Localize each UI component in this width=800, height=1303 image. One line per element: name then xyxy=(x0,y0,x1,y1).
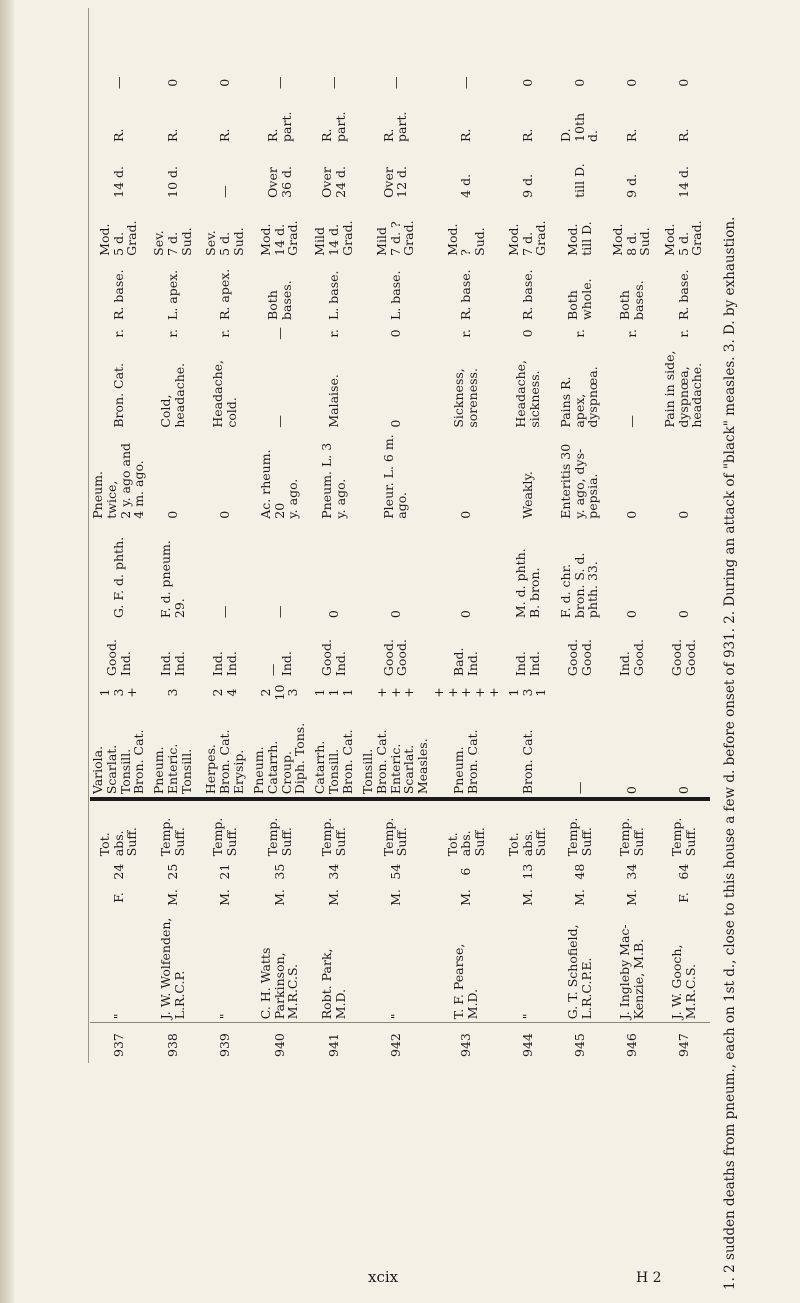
cell-severity-onset: Mild 7 d. ? Grad. xyxy=(373,220,417,256)
cell-duration: 9 d. xyxy=(623,173,639,198)
cell-result: R. xyxy=(458,128,474,142)
cell-lesion-location: L. apex. xyxy=(165,269,181,320)
cell-result: R. xyxy=(623,128,639,142)
cell-patient-sex: M. xyxy=(519,889,535,906)
case-table-body xyxy=(90,62,710,1060)
cell-treatment: Temp. Suff. xyxy=(199,799,251,859)
cell-personal-history: 0 xyxy=(217,510,233,519)
cell-lesion-location: R. base. xyxy=(110,269,126,320)
cell-last-column: — xyxy=(271,76,287,90)
cell-side: 0 xyxy=(519,329,535,338)
cell-duration: 9 d. xyxy=(519,173,535,198)
cell-side: r. xyxy=(675,329,691,338)
cell-row-number: 939 xyxy=(199,1023,251,1060)
cell-duration: Over 12 d. xyxy=(380,165,410,198)
cell-last-column: — xyxy=(387,76,403,90)
table-row xyxy=(147,62,199,1060)
cell-treatment: Temp. Suff. xyxy=(554,799,606,859)
cell-patient-age: 54 xyxy=(387,863,403,880)
cell-patient-sex: F. xyxy=(110,892,126,903)
cell-last-column: — xyxy=(458,76,474,90)
signature-mark: H 2 xyxy=(636,1270,662,1286)
cell-side: — xyxy=(271,327,287,340)
cell-row-number: 942 xyxy=(360,1023,431,1060)
cell-lesion-location: Both bases. xyxy=(616,280,646,320)
cell-severity-onset: Mod. 14 d. Grad. xyxy=(257,220,301,256)
cell-previous-illnesses: Pneum. Enteric. Tonsill. xyxy=(151,743,194,795)
cell-treatment: Temp. Suff. xyxy=(147,799,199,859)
cell-severity-onset: Mod. 5 d. Grad. xyxy=(96,220,140,256)
cell-duration: 10 d. xyxy=(165,165,181,198)
table-row xyxy=(431,62,502,1060)
cell-previous-illnesses: Pneum. Bron. Cat. xyxy=(451,729,481,795)
cell-side: r. xyxy=(623,329,639,338)
cell-result: R. part. xyxy=(264,111,294,142)
cell-side: r. xyxy=(165,329,181,338)
cell-patient-sex: M. xyxy=(623,889,639,906)
cell-practitioner-name: T. F. Pearse, M.D. xyxy=(451,943,481,1020)
cell-severity-onset: Mild 14 d. Grad. xyxy=(312,220,355,256)
cell-habits-surroundings: Good. Good. xyxy=(668,639,698,677)
table-row xyxy=(360,62,431,1060)
table-row xyxy=(308,62,360,1060)
cell-habits-surroundings: Good. Good. xyxy=(564,639,594,677)
cell-patient-age: 6 xyxy=(458,867,474,876)
cell-previous-count xyxy=(554,679,606,706)
cell-previous-illnesses: Pneum. Catarrh. Croup. Diph. Tons. xyxy=(251,722,308,795)
cell-patient-sex: F. xyxy=(675,892,691,903)
cell-habits-surroundings: Ind. Good. xyxy=(616,639,646,677)
cell-patient-age: 48 xyxy=(571,863,587,880)
cell-family-history: — xyxy=(271,605,287,619)
cell-previous-count: + + + xyxy=(373,687,417,698)
cell-practitioner-name: G. T. Schofield, L.R.C.P.E. xyxy=(564,924,594,1020)
cell-row-number: 937 xyxy=(90,1023,147,1060)
cell-previous-count: 2 10 3 xyxy=(257,684,301,701)
cell-family-history: G. F. d. phth. xyxy=(110,536,126,619)
cell-row-number: 943 xyxy=(431,1023,502,1060)
cell-first-symptoms: Pain in side, dyspnœa, headache. xyxy=(661,350,705,428)
cell-previous-illnesses: 0 xyxy=(623,786,639,795)
cell-habits-surroundings: Good. Ind. xyxy=(103,639,133,677)
cell-row-number: 944 xyxy=(502,1023,554,1060)
cell-lesion-location: Both bases. xyxy=(264,280,294,320)
cell-patient-sex: M. xyxy=(271,889,287,906)
cell-patient-sex: M. xyxy=(571,889,587,906)
cell-personal-history: Weakly. xyxy=(519,471,535,519)
cell-personal-history: 0 xyxy=(623,510,639,519)
cell-previous-count: 1 3 1 xyxy=(505,688,549,697)
cell-treatment: Temp. Suff. xyxy=(308,799,360,859)
cell-side: r. xyxy=(217,329,233,338)
cell-last-column: 0 xyxy=(165,78,181,87)
cell-previous-illnesses: Herpes. Bron. Cat. Erysip. xyxy=(203,729,246,795)
table-row xyxy=(90,62,147,1060)
cell-first-symptoms: Pains R. apex, dyspnœa. xyxy=(557,366,601,428)
cell-last-column: 0 xyxy=(217,78,233,87)
cell-family-history: 0 xyxy=(675,610,691,619)
cell-personal-history: Ac. rheum. 20 y. ago. xyxy=(257,449,301,519)
cell-last-column: 0 xyxy=(571,78,587,87)
cell-previous-count: 1 1 1 xyxy=(312,688,355,697)
cell-severity-onset: Sev. 5 d. Sud. xyxy=(203,227,246,256)
cell-duration: 14 d. xyxy=(110,165,126,198)
cell-previous-illnesses: Catarrh. Tonsill. Bron. Cat. xyxy=(312,729,355,795)
cell-patient-sex: M. xyxy=(217,889,233,906)
cell-treatment: Tot. abs. Suff. xyxy=(431,799,502,859)
cell-practitioner-name: " xyxy=(519,1013,535,1020)
cell-last-column: — xyxy=(110,76,126,90)
cell-treatment: Temp. Suff. xyxy=(658,799,710,859)
cell-practitioner-name: J. Ingleby Mac- Kenzie, M.B. xyxy=(616,924,646,1020)
cell-family-history: F. d. pneum. 29. xyxy=(158,540,187,619)
case-table xyxy=(90,60,710,1060)
cell-result: R. xyxy=(165,128,181,142)
cell-habits-surroundings: Ind. Ind. xyxy=(512,651,542,677)
cell-previous-illnesses: Variola. Scarlat. Tonsill. Bron. Cat. xyxy=(90,729,147,795)
cell-previous-count: 3 xyxy=(165,688,181,697)
cell-practitioner-name: " xyxy=(217,1013,233,1020)
cell-last-column: 0 xyxy=(675,78,691,87)
cell-duration: 14 d. xyxy=(675,165,691,198)
table-row xyxy=(658,62,710,1060)
cell-family-history: 0 xyxy=(458,610,474,619)
cell-treatment: Tot. abs. Suff. xyxy=(90,799,147,859)
cell-practitioner-name: J. W. Wolfenden, L.R.C.P. xyxy=(158,917,187,1020)
cell-patient-sex: M. xyxy=(387,889,403,906)
cell-habits-surroundings: Bad. Ind. xyxy=(451,647,481,677)
cell-last-column: 0 xyxy=(623,78,639,87)
cell-first-symptoms: — xyxy=(271,415,287,428)
cell-lesion-location: L. base. xyxy=(326,270,342,320)
cell-patient-sex: M. xyxy=(326,889,342,906)
cell-personal-history: 0 xyxy=(165,510,181,519)
cell-lesion-location: Both whole. xyxy=(564,278,594,320)
cell-severity-onset: Mod. 7 d. Grad. xyxy=(505,220,549,256)
cell-previous-count xyxy=(658,679,710,706)
page-number: xcix xyxy=(368,1268,399,1286)
cell-side: r. xyxy=(571,329,587,338)
cell-treatment: Tot. abs. Suff. xyxy=(502,799,554,859)
cell-severity-onset: Mod. 5 d. Grad. xyxy=(661,220,705,256)
cell-previous-illnesses: Bron. Cat. xyxy=(519,729,535,795)
cell-row-number: 938 xyxy=(147,1023,199,1060)
cell-personal-history: Enteritis 30 y. ago, dys- pepsia. xyxy=(557,443,601,519)
cell-habits-surroundings: Ind. Ind. xyxy=(210,651,239,677)
cell-practitioner-name: " xyxy=(110,1013,126,1020)
cell-duration: Over 24 d. xyxy=(319,165,348,198)
cell-duration: Over 36 d. xyxy=(264,165,294,198)
cell-lesion-location: L. base. xyxy=(387,270,403,320)
cell-duration: till D. xyxy=(571,163,587,198)
cell-previous-count: 1 3 + xyxy=(96,687,140,698)
cell-habits-surroundings: Good. Ind. xyxy=(319,639,348,677)
footnote: 1. 2 sudden deaths from pneum., each on 1st d., close to this house a few d. before onset of 931. 2. During an attack of "black" measles. 3. D. by exhaustion. xyxy=(722,216,738,1290)
cell-row-number: 945 xyxy=(554,1023,606,1060)
cell-first-symptoms: — xyxy=(623,415,639,428)
cell-lesion-location: R. base. xyxy=(519,269,535,320)
cell-first-symptoms: Sickness, soreness. xyxy=(451,368,481,428)
cell-family-history: M. d. phth. B. bron. xyxy=(512,548,542,619)
cell-patient-age: 64 xyxy=(675,863,691,880)
cell-personal-history: Pneum. L. 3 y. ago. xyxy=(319,442,348,519)
cell-severity-onset: Sev. 7 d. Sud. xyxy=(151,227,194,256)
cell-patient-sex: M. xyxy=(458,889,474,906)
cell-habits-surroundings: — Ind. xyxy=(264,651,294,677)
table-row xyxy=(606,62,658,1060)
cell-severity-onset: Mod. till D. xyxy=(564,221,594,256)
cell-personal-history: Pleur. L. 6 m. ago. xyxy=(380,434,410,519)
cell-family-history: F. d. chr. bron. S. d. phth. 33. xyxy=(557,552,601,619)
cell-lesion-location: R. apex. xyxy=(217,268,233,320)
cell-patient-age: 25 xyxy=(165,863,181,880)
cell-first-symptoms: Headache, sickness. xyxy=(512,360,542,428)
cell-severity-onset: Mod. ? Sud. xyxy=(444,223,487,256)
cell-family-history: 0 xyxy=(387,610,403,619)
cell-previous-illnesses: Tonsill. Bron. Cat. Enteric. Scarlat. Measles. xyxy=(360,729,430,795)
cell-practitioner-name: C. H. Watts Parkinson, M.R.C.S. xyxy=(257,947,301,1020)
cell-personal-history: 0 xyxy=(458,510,474,519)
cell-row-number: 940 xyxy=(251,1023,308,1060)
cell-first-symptoms: Malaise. xyxy=(326,374,342,428)
cell-first-symptoms: Bron. Cat. xyxy=(110,362,126,428)
page-edge xyxy=(0,0,14,1303)
cell-patient-age: 24 xyxy=(110,863,126,880)
cell-first-symptoms: Headache, cold. xyxy=(210,360,239,428)
cell-patient-sex: M. xyxy=(165,889,181,906)
cell-side: r. xyxy=(458,329,474,338)
cell-side: 0 xyxy=(387,329,403,338)
cell-first-symptoms: Cold, headache. xyxy=(158,362,187,428)
cell-result: R. part. xyxy=(319,111,348,142)
table-row xyxy=(251,62,308,1060)
cell-result: R. xyxy=(519,128,535,142)
cell-patient-age: 13 xyxy=(519,863,535,880)
cell-habits-surroundings: Ind. Ind. xyxy=(158,651,187,677)
cell-result: R. xyxy=(217,128,233,142)
cell-duration: 4 d. xyxy=(458,173,474,198)
cell-patient-age: 34 xyxy=(623,863,639,880)
table-row xyxy=(554,62,606,1060)
cell-treatment: Temp. Suff. xyxy=(606,799,658,859)
cell-result: D. 10th d. xyxy=(557,112,601,142)
table-row xyxy=(502,62,554,1060)
cell-duration: — xyxy=(217,185,233,198)
cell-habits-surroundings: Good. Good. xyxy=(380,639,410,677)
cell-result: R. xyxy=(675,128,691,142)
cell-previous-illnesses: — xyxy=(571,781,587,795)
cell-family-history: 0 xyxy=(623,610,639,619)
cell-row-number: 947 xyxy=(658,1023,710,1060)
cell-last-column: 0 xyxy=(519,78,535,87)
left-rule xyxy=(88,8,89,1063)
cell-row-number: 941 xyxy=(308,1023,360,1060)
cell-row-number: 946 xyxy=(606,1023,658,1060)
cell-severity-onset: Mod. 8 d. Sud. xyxy=(609,223,653,256)
cell-personal-history: 0 xyxy=(675,510,691,519)
cell-family-history: — xyxy=(217,605,233,619)
cell-treatment: Temp. Suff. xyxy=(360,799,431,859)
cell-lesion-location: R. base. xyxy=(675,269,691,320)
cell-practitioner-name: " xyxy=(387,1013,403,1020)
cell-personal-history: Pneum. twice, 2 y. ago and 4 m. ago. xyxy=(90,443,147,519)
cell-previous-illnesses: 0 xyxy=(675,786,691,795)
cell-patient-age: 34 xyxy=(326,863,342,880)
cell-last-column: — xyxy=(326,76,342,90)
cell-family-history: 0 xyxy=(326,610,342,619)
cell-patient-age: 21 xyxy=(217,863,233,880)
cell-result: R. xyxy=(110,128,126,142)
table-row xyxy=(199,62,251,1060)
cell-previous-count xyxy=(606,679,658,706)
cell-side: r. xyxy=(110,329,126,338)
rotated-table-container xyxy=(90,60,705,1060)
cell-lesion-location: R. base. xyxy=(458,269,474,320)
cell-practitioner-name: Robt. Park, M.D. xyxy=(319,948,348,1020)
cell-previous-count: + + + + + xyxy=(430,687,501,698)
cell-practitioner-name: J. W. Gooch, M.R.C.S. xyxy=(668,944,698,1020)
cell-previous-count: 2 4 xyxy=(210,688,239,697)
cell-result: R. part. xyxy=(380,111,410,142)
cell-patient-age: 35 xyxy=(271,863,287,880)
cell-side: r. xyxy=(326,329,342,338)
cell-first-symptoms: 0 xyxy=(387,419,403,428)
cell-treatment: Temp. Suff. xyxy=(251,799,308,859)
